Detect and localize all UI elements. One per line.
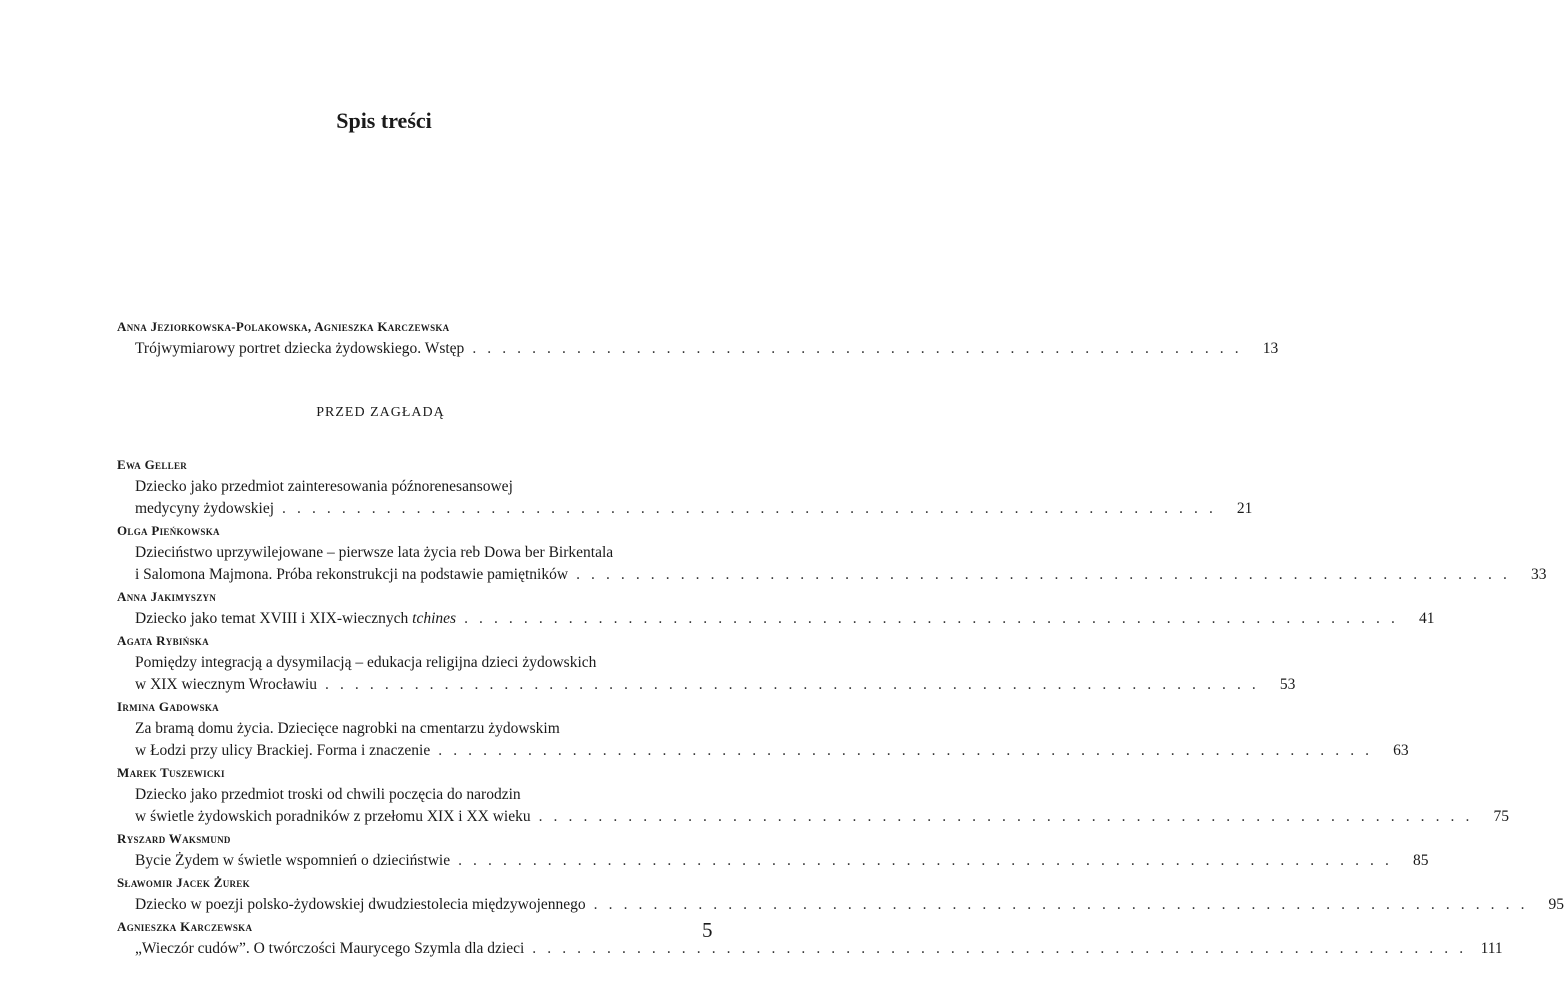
section-heading: PRZED ZAGŁADĄ [316, 405, 445, 420]
entry-page: 95 [1548, 896, 1564, 913]
entry-title [135, 564, 568, 586]
dot-leader: . . . . . . . . . . . . . . . . . . . . . . . . . . . . . . . . . . . . . . . . . . . . . . . . . . . . [472, 340, 1243, 357]
dot-leader: . . . . . . . . . . . . . . . . . . . . . . . . . . . . . . . . . . . . . . . . . . . . . . . . . . . . . . . . . . . . . . . [438, 742, 1373, 759]
toc-entry [117, 520, 1547, 586]
entry-page: 53 [1279, 676, 1296, 693]
entry-author: Anna Jakimyszyn [117, 589, 217, 604]
entry-page: 75 [1493, 808, 1509, 825]
entry-title-line [117, 850, 1429, 872]
toc-entry [117, 316, 1279, 360]
toc-entries [117, 454, 1564, 960]
entry-title-text: Bycie Żydem w świetle wspomnień o dzieciństwie [135, 852, 451, 869]
dot-leader: . . . . . . . . . . . . . . . . . . . . . . . . . . . . . . . . . . . . . . . . . . . . . . . . . . . . . . . . . . . . . . . [593, 896, 1529, 913]
dot-leader: . . . . . . . . . . . . . . . . . . . . . . . . . . . . . . . . . . . . . . . . . . . . . . . . . . . . . . . . . . . . . . . [464, 610, 1399, 627]
page-number: 5 [702, 918, 713, 942]
entry-title [135, 674, 317, 696]
entry-title-line [117, 498, 1253, 520]
table-of-contents [117, 316, 1564, 960]
entry-title-text: medycyny żydowskiej [135, 500, 275, 517]
entry-title-line [117, 564, 1547, 586]
entry-title: Trójwymiarowy portret dziecka żydowskiego. Wstęp [135, 340, 465, 357]
dot-leader: . . . . . . . . . . . . . . . . . . . . . . . . . . . . . . . . . . . . . . . . . . . . . . . . . . . . . . . . . . . . . . . [282, 500, 1217, 517]
dot-leader: . . . . . . . . . . . . . . . . . . . . . . . . . . . . . . . . . . . . . . . . . . . . . . . . . . . . . . . . . . . . . . . [325, 676, 1260, 693]
entry-page: 85 [1412, 852, 1429, 869]
entry-title-text: Dziecko w poezji polsko-żydowskiej dwudziestolecia międzywojennego [135, 896, 586, 913]
dot-leader: . . . . . . . . . . . . . . . . . . . . . . . . . . . . . . . . . . . . . . . . . . . . . . . . . . . . . . . . . . . . . . . [576, 566, 1511, 583]
entry-title-text: w XIX wiecznym Wrocławiu [135, 676, 318, 693]
entry-title-line: Dziecko jako przedmiot zainteresowania późnorenesansowej [135, 478, 513, 495]
entry-author: Olga Pieńkowska [117, 523, 220, 538]
entry-author: Ewa Geller [117, 457, 188, 472]
entry-title-text: i Salomona Majmona. Próba rekonstrukcji na podstawie pamiętników [135, 566, 569, 583]
entry-title [135, 894, 586, 916]
entry-title-line [117, 938, 1503, 960]
page-title: Spis treści [336, 108, 432, 133]
entry-title-line: Dzieciństwo uprzywilejowane – pierwsze lata życia reb Dowa ber Birkentala [135, 544, 614, 561]
entry-title [135, 806, 531, 828]
entry-title [135, 608, 456, 630]
entry-page: 13 [1262, 340, 1279, 357]
entry-title-line [117, 894, 1564, 916]
entry-title-text: Dziecko jako temat XVIII i XIX-wiecznych [135, 610, 413, 627]
entry-page: 21 [1236, 500, 1253, 517]
entry-author: Agata Rybińska [117, 633, 209, 648]
entry-title-line [117, 740, 1409, 762]
dot-leader: . . . . . . . . . . . . . . . . . . . . . . . . . . . . . . . . . . . . . . . . . . . . . . . . . . . . . . . . . . . . . . . [532, 940, 1467, 957]
entry-author: Ryszard Waksmund [117, 831, 231, 846]
toc-entry [117, 630, 1296, 696]
entry-title-line [117, 608, 1435, 630]
entry-author: Sławomir Jacek Żurek [117, 875, 250, 890]
entry-title-line: Za bramą domu życia. Dziecięce nagrobki na cmentarzu żydowskim [135, 720, 560, 737]
entry-title-text: w Łodzi przy ulicy Brackiej. Forma i znaczenie [135, 742, 431, 759]
entry-title-line: Dziecko jako przedmiot troski od chwili poczęcia do narodzin [135, 786, 521, 803]
entry-page: 111 [1480, 940, 1503, 957]
toc-entry [117, 828, 1429, 872]
entry-title-text: w świetle żydowskich poradników z przełomu XIX i XX wieku [135, 808, 531, 825]
entry-title [135, 850, 450, 872]
entry-page: 63 [1393, 742, 1409, 759]
dot-leader: . . . . . . . . . . . . . . . . . . . . . . . . . . . . . . . . . . . . . . . . . . . . . . . . . . . . . . . . . . . . . . . [458, 852, 1393, 869]
entry-author: Anna Jeziorkowska-Polakowska, Agnieszka Karczewska [117, 319, 450, 334]
entry-page: 41 [1418, 610, 1435, 627]
toc-entry [117, 696, 1409, 762]
toc-entry [117, 762, 1509, 828]
entry-page: 33 [1530, 566, 1547, 583]
entry-title [135, 740, 430, 762]
entry-title [135, 938, 524, 960]
dot-leader: . . . . . . . . . . . . . . . . . . . . . . . . . . . . . . . . . . . . . . . . . . . . . . . . . . . . . . . . . . . . . . . [538, 808, 1473, 825]
entry-title-text: „Wieczór cudów”. O twórczości Maurycego Szymla dla dzieci [135, 940, 525, 957]
entry-author: Agnieszka Karczewska [117, 919, 253, 934]
entry-title-line [117, 806, 1509, 828]
entry-title-line: Pomiędzy integracją a dysymilacją – edukacja religijna dzieci żydowskich [135, 654, 597, 671]
entry-author: Marek Tuszewicki [117, 765, 225, 780]
toc-entry [117, 916, 1503, 960]
entry-title-line [117, 338, 1279, 360]
toc-entry [117, 454, 1253, 520]
toc-entry [117, 872, 1564, 916]
entry-title [135, 498, 274, 520]
entry-title-italic: tchines [412, 610, 457, 627]
toc-entry [117, 586, 1435, 630]
entry-author: Irmina Gadowska [117, 699, 219, 714]
entry-title-line [117, 674, 1296, 696]
